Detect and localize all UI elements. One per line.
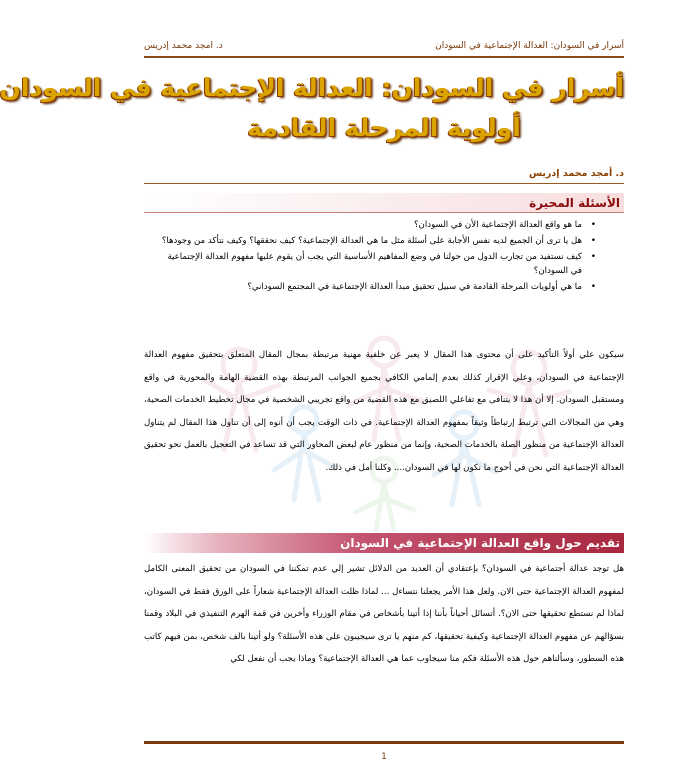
- running-title: أسرار في السودان: العدالة الإجتماعية في السودان: [435, 41, 624, 51]
- author-name: د. أمجد محمد إدريس: [528, 168, 624, 179]
- section-heading-overview: تقديم حول واقع العدالة الإجتماعية في السودان: [144, 533, 624, 553]
- list-item: [156, 234, 596, 248]
- document-title: [0, 68, 624, 148]
- title-line-1: أسرار في السودان: العدالة الإجتماعية في السودان: [0, 73, 624, 102]
- intro-paragraph: سيكون علي أولاً التأكيد على أن محتوى هذا المقال لا يعبر عن خلفية مهنية مرتبطة بمجال المقال المتعلق بتحقيق مفهوم العدالة الإجتماعية في السودان، وعلي الإقرار كذلك بعدم إلمامي الكافي بجميع الجوانب المرتبطة بهذه القضية الهامة والمحورية في واقع ومستقبل السودان. إلا أن هذا لا يتنافى مع تفاعلي اللصيق مع هذه القضية من واقع تجريبي الشخصية في مجال تخطيط الخدمات الصحية، وهي من المجالات التي ترتبط إرتباطاً وثيقاً بمفهوم العدالة الإجتماعية. في ذات الوقت يجب أن أنوه إلى أن تناول هذا المقال لم يتناول العدالة الإجتماعية من منظور الصلة بالخدمات الصحية، وإنما من منظور عام لبعض المحاور التي قد تساعد في التعجيل بالعمل نحو تحقيق العدالة الإجتماعية التي نحن في أحوج ما نكون لها في السودان.... وكلنا أمل في ذلك.: [144, 350, 624, 473]
- list-item: [156, 218, 596, 232]
- page-number: 1: [381, 752, 387, 762]
- question-text: كيف نستفيد من تجارب الدول من حولنا في وضع المفاهيم الأساسية التي يجب أن يقوم عليها مفهوم العدالة الإجتماعية في السودان؟: [167, 252, 582, 276]
- overview-paragraph: هل توجد عدالة أجتماعية في السودان؟ بإعتقادي أن العديد من الدلائل تشير إلي عدم تمكننا في السودان من تحقيق المعنى الكامل لمفهوم العدالة الإجتماعية حتى الان. ولعل هذا الأمر يجعلنا نتساءل ... لماذا ظلت العدالة الإجتماعية شعاراً على الورق فقط في السودان، لماذا لم نستطع تحقيقها حتى الان؟. أتسائل أحياناً بأننا إذا أتينا بأشخاص في مقام الوزراء وأخرين في قمة الهرم التنفيذي في البلاد وقمنا بسؤالهم عن مفهوم العدالة الإجتماعية وكيفية تحقيقها، كم منهم يا ترى سيجيبون على هذه الأسئلة؟ ولو أتينا بالف شخص، بمن فيهم كاتب هذه السطور، وسألناهم حول هذه الأسئلة فكم منا سيجاوب عما هي العدالة الإجتماعية؟ وماذا يجب أن نفعل لكي: [144, 564, 624, 665]
- running-header: [144, 38, 624, 54]
- bullet-icon: •: [590, 220, 596, 230]
- bullet-icon: •: [590, 282, 596, 292]
- author-divider: [144, 183, 624, 184]
- list-item: [156, 250, 596, 278]
- running-author: د. امجد محمد إدريس: [144, 41, 223, 51]
- section-heading-questions: الأسئلة المحيرة: [144, 193, 624, 213]
- question-text: ما هي أولويات المرحلة القادمة في سبيل تحقيق مبدأ العدالة الإجتماعية في المجتمع السوداني؟: [247, 282, 582, 292]
- footer-divider: [144, 741, 624, 744]
- title-line-2: أولوية المرحلة القادمة: [247, 113, 521, 142]
- question-text: هل يا ترى أن الجميع لديه نفس الأجابة على أسئلة مثل ما هي العدالة الإجتماعية؟ كيف نحققها؟ وكيف نتأكد من وجودها؟: [161, 236, 582, 246]
- list-item: [156, 280, 596, 294]
- question-text: ما هو واقع العدالة الإجتماعية الأن في السودان؟: [414, 220, 582, 230]
- header-divider: [144, 56, 624, 58]
- bullet-icon: •: [590, 252, 596, 262]
- bullet-icon: •: [590, 236, 596, 246]
- questions-list: [156, 218, 596, 296]
